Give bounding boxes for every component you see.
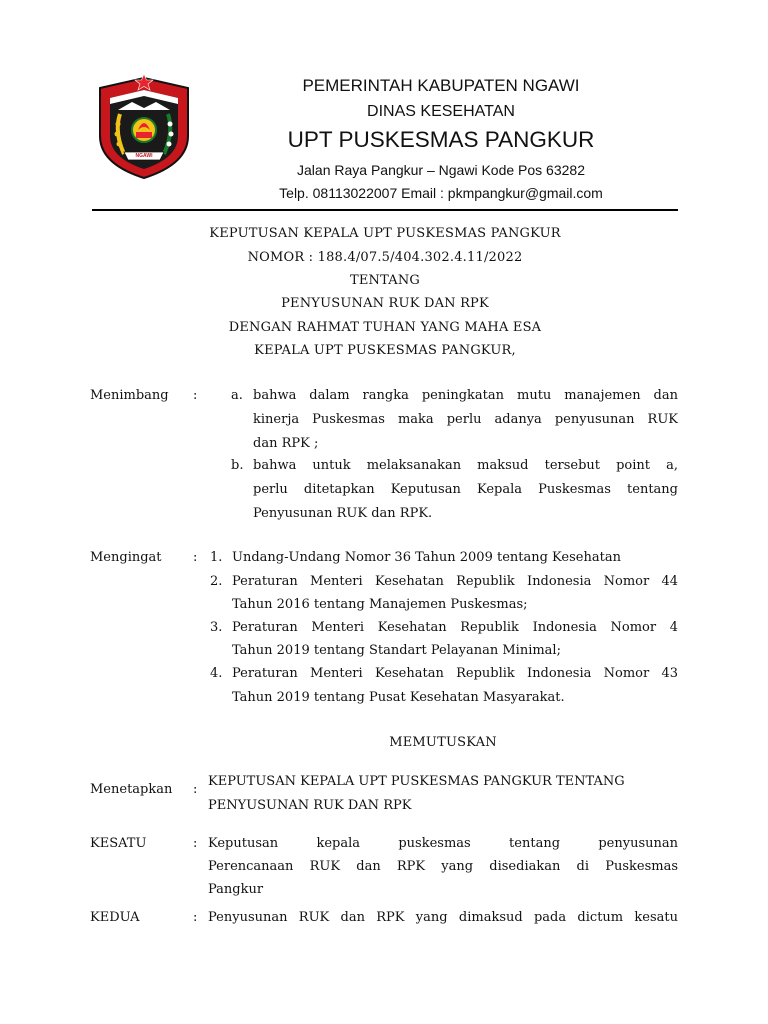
letterhead-agency: DINAS KESEHATAN	[367, 103, 515, 120]
kedua-line1: Penyusunan RUK dan RPK yang dimaksud pada dictum kesatu	[208, 910, 678, 925]
mengingat-4-line1: Peraturan Menteri Kesehatan Republik Indonesia Nomor 43	[232, 666, 678, 681]
decree-subject: PENYUSUNAN RUK DAN RPK	[281, 296, 489, 311]
mengingat-3-line2: Tahun 2019 tentang Standart Pelayanan Minimal;	[232, 643, 561, 658]
menimbang-a-line2: kinerja Puskesmas maka perlu adanya penyusunan RUK	[253, 412, 678, 427]
ngawi-regency-logo	[96, 74, 192, 180]
logo-ribbon-text: NGAWI	[135, 153, 153, 159]
kesatu-line2: Perencanaan RUK dan RPK yang disediakan di Puskesmas	[208, 859, 678, 874]
decree-number: NOMOR : 188.4/07.5/404.302.4.11/2022	[247, 250, 523, 265]
decree-official: KEPALA UPT PUSKESMAS PANGKUR,	[254, 343, 516, 358]
letterhead-divider	[92, 209, 678, 211]
mengingat-2-line1: Peraturan Menteri Kesehatan Republik Indonesia Nomor 44	[232, 574, 678, 589]
menimbang-b-line3: Penyusunan RUK dan RPK.	[253, 506, 433, 521]
letterhead-address: Jalan Raya Pangkur – Ngawi Kode Pos 63282	[297, 162, 585, 178]
menimbang-a-line3: dan RPK ;	[253, 436, 319, 451]
mengingat-3-line1: Peraturan Menteri Kesehatan Republik Indonesia Nomor 4	[232, 620, 678, 635]
mengingat-1-marker: 1.	[210, 550, 223, 565]
menimbang-label: Menimbang	[90, 388, 169, 403]
menimbang-a-marker: a.	[231, 388, 243, 403]
mengingat-label: Mengingat	[90, 550, 162, 565]
decree-grace: DENGAN RAHMAT TUHAN YANG MAHA ESA	[228, 320, 542, 335]
menetapkan-line1: KEPUTUSAN KEPALA UPT PUSKESMAS PANGKUR TENTANG	[208, 774, 625, 789]
menimbang-colon: :	[193, 388, 198, 403]
mengingat-4-line2: Tahun 2019 tentang Pusat Kesehatan Masyarakat.	[232, 690, 565, 705]
mengingat-2-marker: 2.	[210, 574, 223, 589]
mengingat-1-line1: Undang-Undang Nomor 36 Tahun 2009 tentang Kesehatan	[232, 550, 621, 565]
kedua-label: KEDUA	[90, 910, 140, 925]
letterhead-government: PEMERINTAH KABUPATEN NGAWI	[302, 76, 580, 95]
menimbang-b-line2: perlu ditetapkan Keputusan Kepala Puskesmas tentang	[253, 482, 678, 497]
menimbang-b-marker: b.	[231, 458, 244, 473]
kesatu-line3: Pangkur	[208, 882, 264, 897]
menimbang-b-line1: bahwa untuk melaksanakan maksud tersebut point a,	[253, 458, 678, 473]
mengingat-4-marker: 4.	[210, 666, 223, 681]
mengingat-3-marker: 3.	[210, 620, 223, 635]
mengingat-colon: :	[193, 550, 198, 565]
kesatu-colon: :	[193, 836, 198, 851]
menetapkan-colon: :	[193, 782, 198, 797]
kesatu-line1: Keputusan kepala puskesmas tentang penyusunan	[208, 836, 678, 851]
decree-title: KEPUTUSAN KEPALA UPT PUSKESMAS PANGKUR	[209, 226, 561, 241]
mengingat-2-line2: Tahun 2016 tentang Manajemen Puskesmas;	[232, 597, 528, 612]
kesatu-label: KESATU	[90, 836, 147, 851]
menetapkan-line2: PENYUSUNAN RUK DAN RPK	[208, 798, 412, 813]
kedua-colon: :	[193, 910, 198, 925]
letterhead-contact: Telp. 08113022007 Email : pkmpangkur@gmail.com	[279, 185, 603, 201]
menimbang-a-line1: bahwa dalam rangka peningkatan mutu manajemen dan	[253, 388, 678, 403]
decree-about: TENTANG	[349, 273, 421, 288]
menetapkan-label: Menetapkan	[90, 782, 173, 797]
memutuskan-heading: MEMUTUSKAN	[389, 735, 497, 750]
letterhead-institution: UPT PUSKESMAS PANGKUR	[287, 127, 595, 152]
